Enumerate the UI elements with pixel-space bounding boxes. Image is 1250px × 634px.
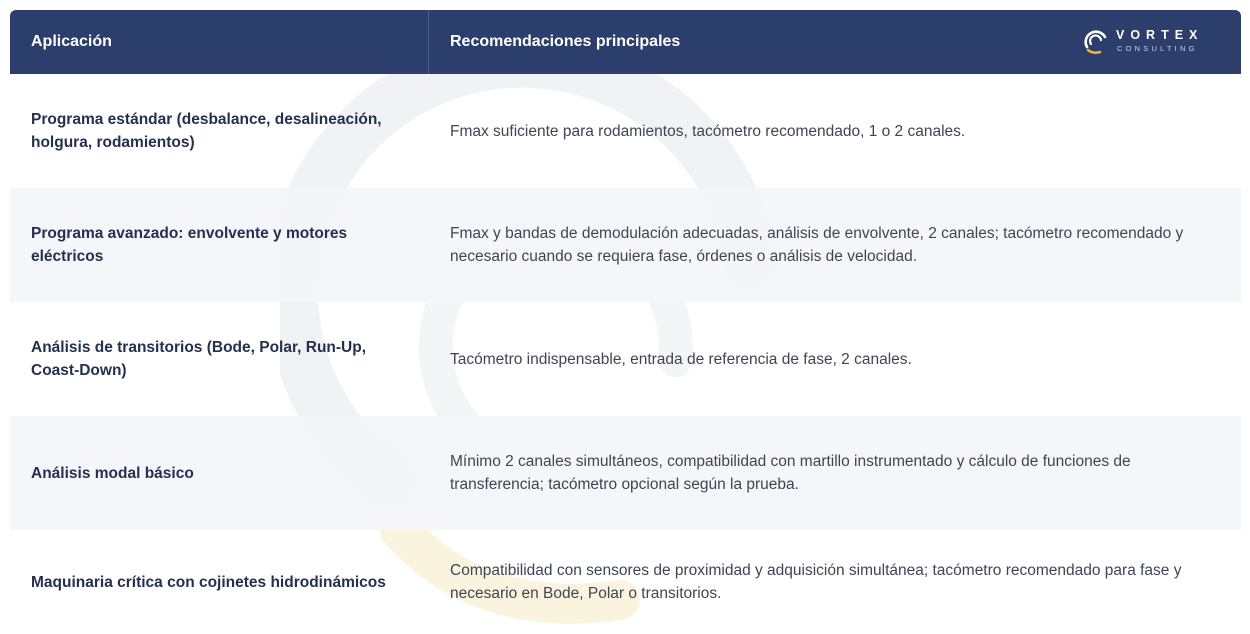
recommendation-cell: Fmax suficiente para rodamientos, tacómetro recomendado, 1 o 2 canales. bbox=[450, 122, 966, 140]
table-header bbox=[10, 10, 1241, 74]
table-row bbox=[10, 302, 1241, 416]
application-cell: Maquinaria crítica con cojinetes hidrodinámicos bbox=[31, 573, 386, 591]
application-cell: Programa avanzado: envolvente y motores eléctricos bbox=[31, 225, 348, 265]
table-row bbox=[10, 74, 1241, 188]
table-row bbox=[10, 530, 1241, 634]
recommendation-cell: Tacómetro indispensable, entrada de referencia de fase, 2 canales. bbox=[450, 350, 912, 368]
recommendations-table bbox=[10, 10, 1241, 634]
application-cell: Análisis de transitorios (Bode, Polar, Run-Up, Coast-Down) bbox=[31, 339, 367, 379]
header-application: Aplicación bbox=[31, 33, 112, 50]
recommendation-cell: Compatibilidad con sensores de proximidad y adquisición simultánea; tacómetro recomendado para fase y necesario en Bode, Polar o transitorios. bbox=[450, 562, 1182, 602]
logo-subtitle: CONSULTING bbox=[1117, 44, 1198, 53]
logo-name: VORTEX bbox=[1116, 28, 1204, 42]
vortex-swirl-icon bbox=[1082, 27, 1110, 55]
recommendation-cell: Mínimo 2 canales simultáneos, compatibilidad con martillo instrumentado y cálculo de funciones de transferencia; tacómetro opcional según la prueba. bbox=[450, 453, 1131, 493]
application-cell: Análisis modal básico bbox=[31, 464, 194, 482]
application-cell: Programa estándar (desbalance, desalineación, holgura, rodamientos) bbox=[31, 111, 382, 151]
vortex-logo bbox=[1082, 26, 1212, 60]
header-divider bbox=[428, 10, 429, 74]
recommendation-cell: Fmax y bandas de demodulación adecuadas, análisis de envolvente, 2 canales; tacómetro recomendado y necesario cuando se requiera fase, órdenes o análisis de velocidad. bbox=[450, 225, 1184, 265]
header-recommendations: Recomendaciones principales bbox=[450, 33, 681, 50]
table-row bbox=[10, 188, 1241, 302]
table-row bbox=[10, 416, 1241, 530]
